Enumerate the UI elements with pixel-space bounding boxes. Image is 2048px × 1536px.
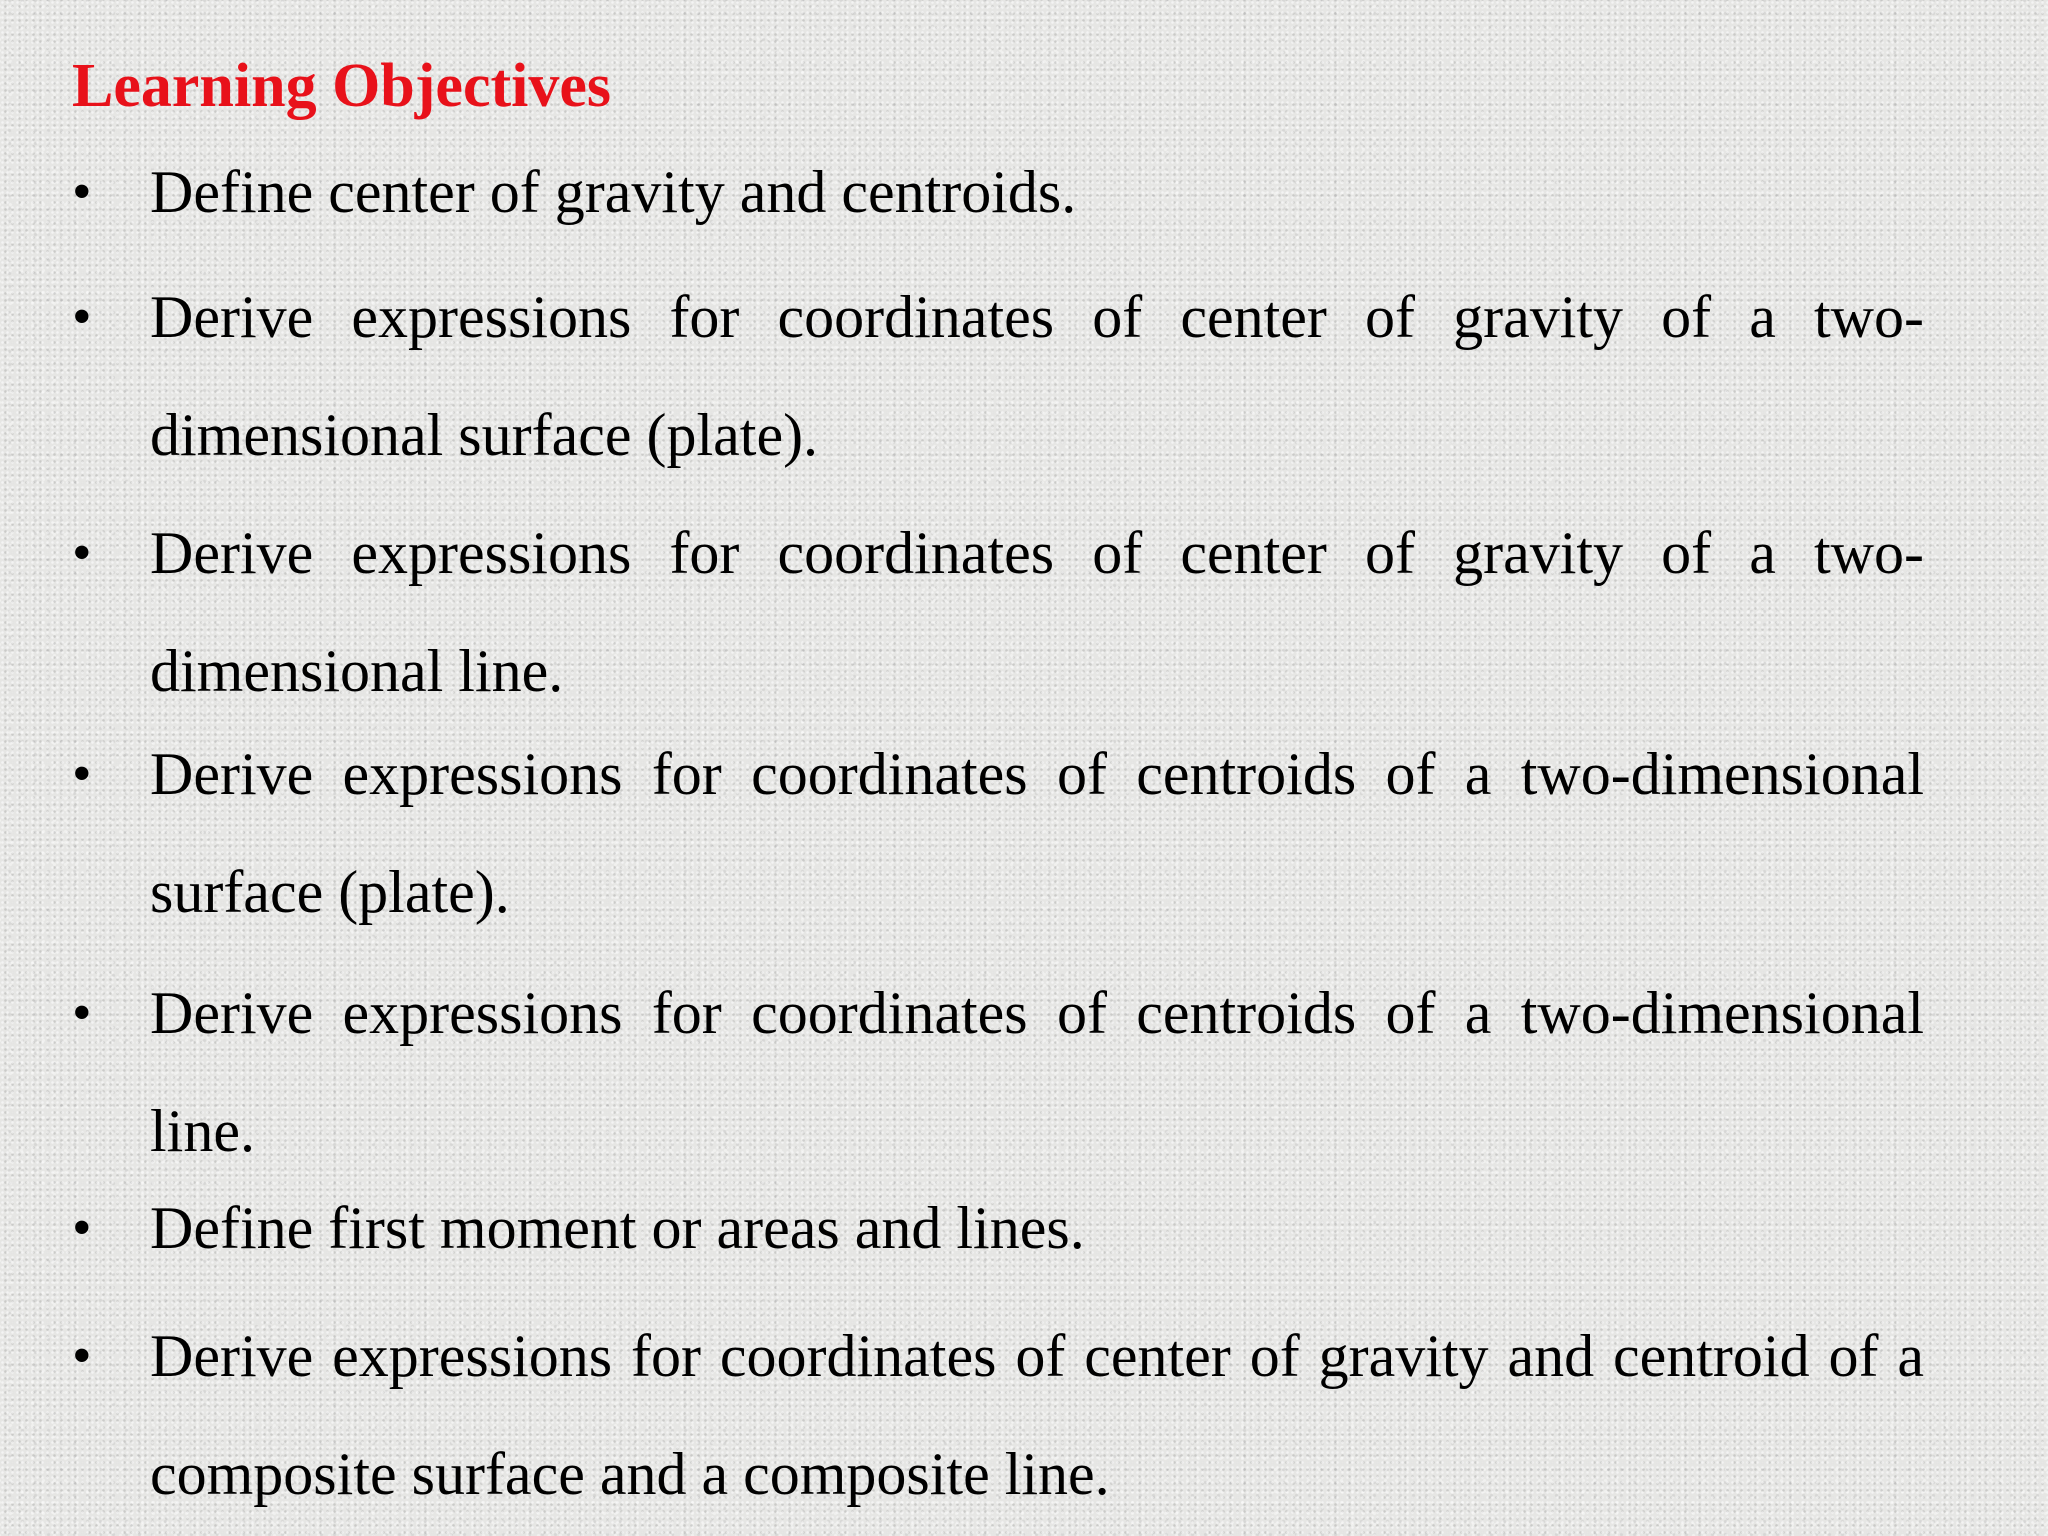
objective-text: Derive expressions for coordinates of center of gravity of a two-dimensional line. xyxy=(150,520,1924,704)
objective-text: Derive expressions for coordinates of center of gravity of a two-dimensional surface (plate). xyxy=(150,284,1924,468)
objective-text: Define center of gravity and centroids. xyxy=(150,159,1077,225)
slide-title: Learning Objectives xyxy=(72,52,611,120)
bullet-marker: • xyxy=(72,522,92,584)
list-item xyxy=(72,152,1924,232)
objective-text: Derive expressions for coordinates of centroids of a two-dimensional surface (plate). xyxy=(150,741,1924,925)
bullet-marker: • xyxy=(72,1325,92,1387)
list-item xyxy=(72,1297,1924,1533)
bullet-marker: • xyxy=(72,982,92,1044)
list-item xyxy=(72,1188,1924,1268)
objective-text: Derive expressions for coordinates of centroids of a two-dimensional line. xyxy=(150,980,1924,1164)
list-item xyxy=(72,258,1924,494)
bullet-marker: • xyxy=(72,1197,92,1259)
list-item xyxy=(72,954,1924,1190)
list-item xyxy=(72,715,1924,951)
objective-text: Define first moment or areas and lines. xyxy=(150,1195,1085,1261)
bullet-marker: • xyxy=(72,286,92,348)
bullet-marker: • xyxy=(72,743,92,805)
list-item xyxy=(72,494,1924,730)
objective-text: Derive expressions for coordinates of center of gravity and centroid of a composite surface and a composite line. xyxy=(150,1323,1924,1507)
bullet-marker: • xyxy=(72,161,92,223)
